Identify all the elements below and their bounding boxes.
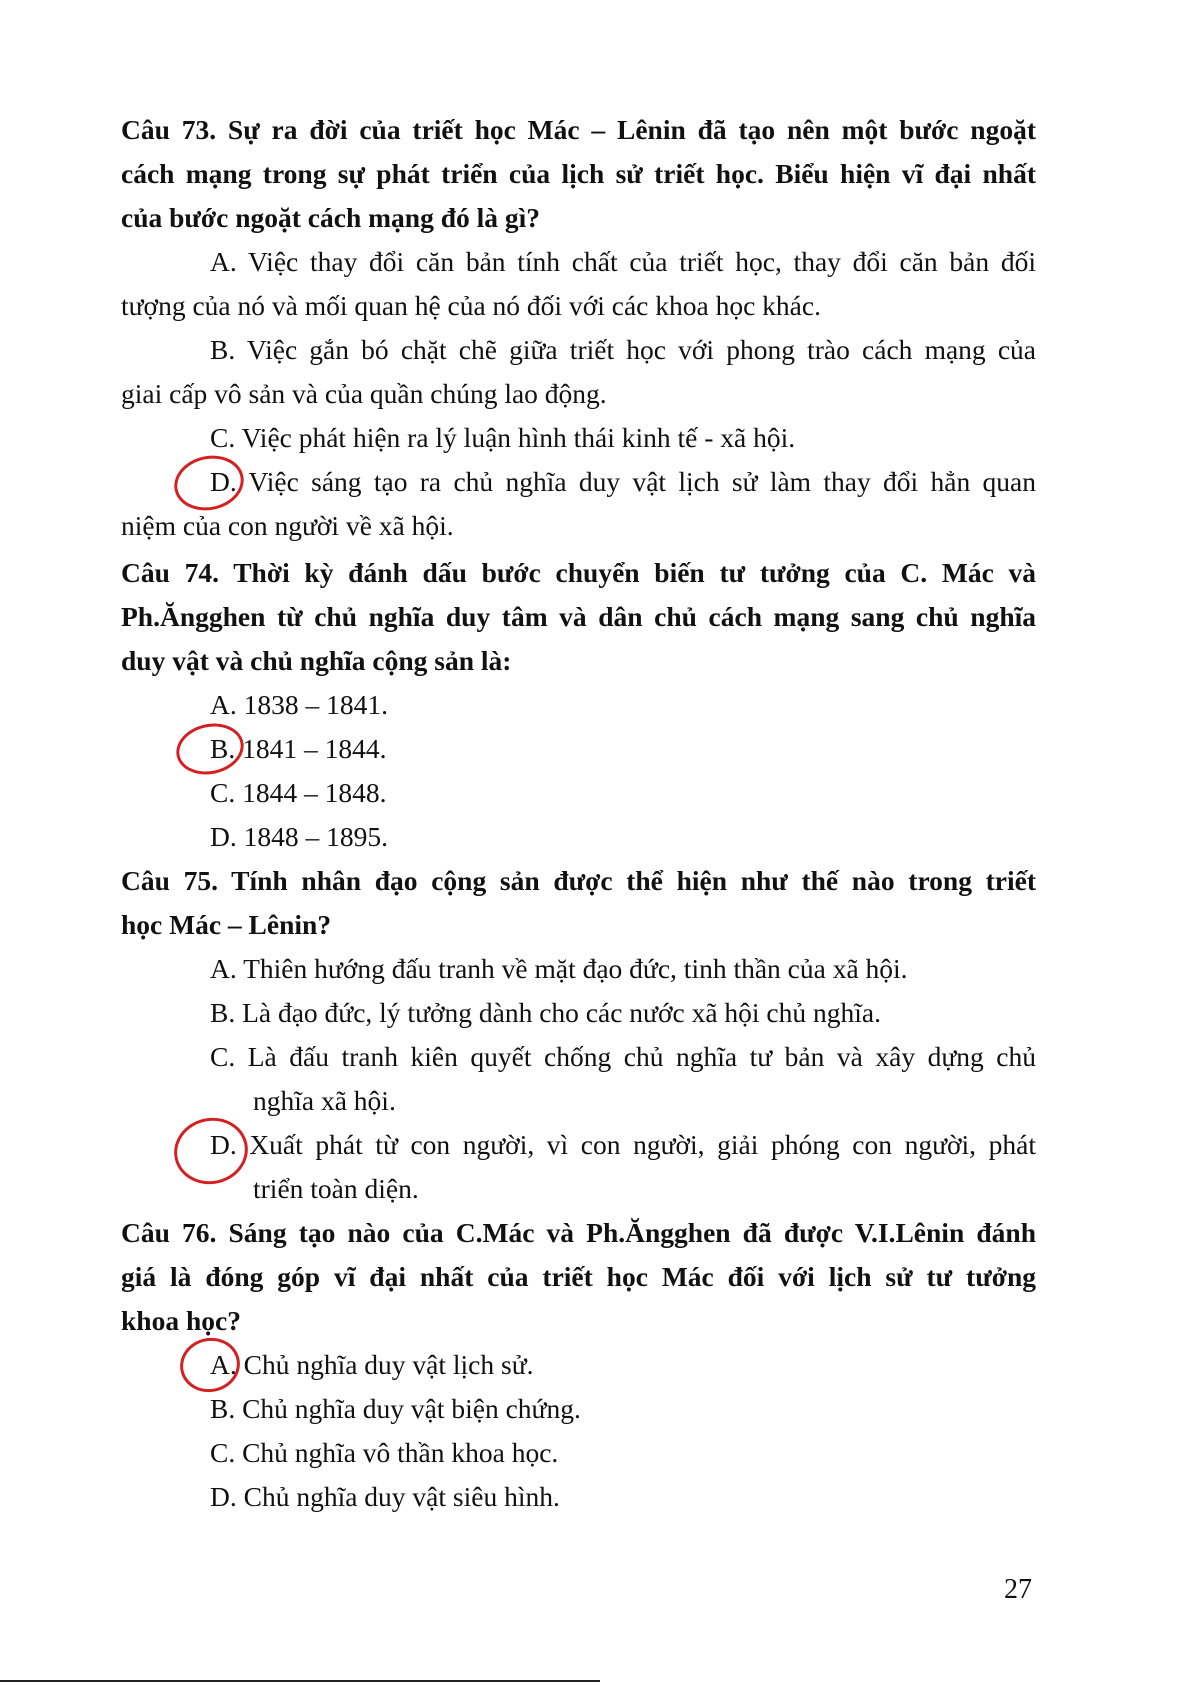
question-title-line: khoa học? (121, 1305, 241, 1336)
answer-option-a: A. Thiên hướng đấu tranh về mặt đạo đức, tinh thần của xã hội. (210, 953, 908, 984)
question-title-line: giá là đóng góp vĩ đại nhất của triết học Mác đối với lịch sử tư tưởng (121, 1261, 1036, 1292)
answer-option-a: A. Việc thay đổi căn bản tính chất của triết học, thay đổi căn bản đối (210, 246, 1036, 277)
answer-option-a: A. 1838 – 1841. (210, 689, 388, 720)
question-title-line: duy vật và chủ nghĩa cộng sản là: (121, 645, 512, 676)
answer-option-d: D. Chủ nghĩa duy vật siêu hình. (210, 1481, 560, 1512)
answer-option-c-cont: nghĩa xã hội. (253, 1085, 396, 1116)
answer-option-b: B. Việc gắn bó chặt chẽ giữa triết học với phong trào cách mạng của (210, 334, 1036, 365)
question-title-line: học Mác – Lênin? (121, 909, 332, 940)
answer-option-b: B. Là đạo đức, lý tưởng dành cho các nước xã hội chủ nghĩa. (210, 997, 881, 1028)
answer-circle-mark (169, 449, 249, 516)
bottom-rule (0, 1680, 600, 1682)
question-title-line: của bước ngoặt cách mạng đó là gì? (121, 202, 541, 233)
answer-option-d: D. 1848 – 1895. (210, 821, 388, 852)
answer-option-b: B. 1841 – 1844. (210, 733, 387, 764)
question-title-line: cách mạng trong sự phát triển của lịch sử triết học. Biểu hiện vĩ đại nhất (121, 158, 1036, 189)
question-title-line: Câu 73. Sự ra đời của triết học Mác – Lênin đã tạo nên một bước ngoặt (121, 114, 1036, 145)
answer-option-b: B. Chủ nghĩa duy vật biện chứng. (210, 1393, 581, 1424)
answer-option-d-cont: triển toàn diện. (253, 1173, 419, 1204)
answer-circle-mark (175, 1332, 245, 1397)
answer-option-d: D. Việc sáng tạo ra chủ nghĩa duy vật lịch sử làm thay đổi hẳn quan (210, 466, 1036, 497)
question-title-line: Câu 75. Tính nhân đạo cộng sản được thể hiện như thế nào trong triết (121, 865, 1036, 896)
answer-circle-mark (172, 717, 249, 780)
answer-option-c: C. Là đấu tranh kiên quyết chống chủ nghĩa tư bản và xây dựng chủ (210, 1041, 1036, 1072)
answer-option-d: D. Xuất phát từ con người, vì con người, giải phóng con người, phát (210, 1129, 1036, 1160)
answer-option-c: C. 1844 – 1848. (210, 777, 387, 808)
answer-option-c: C. Việc phát hiện ra lý luận hình thái kinh tế - xã hội. (210, 422, 796, 453)
answer-circle-mark (168, 1111, 254, 1191)
answer-option-b-cont: giai cấp vô sản và của quần chúng lao động. (121, 378, 607, 409)
question-title-line: Câu 76. Sáng tạo nào của C.Mác và Ph.Ăngghen đã được V.I.Lênin đánh (121, 1217, 1036, 1248)
answer-option-a-cont: tượng của nó và mối quan hệ của nó đối với các khoa học khác. (121, 290, 821, 321)
answer-option-c: C. Chủ nghĩa vô thần khoa học. (210, 1437, 559, 1468)
question-title-line: Ph.Ăngghen từ chủ nghĩa duy tâm và dân chủ cách mạng sang chủ nghĩa (121, 601, 1036, 632)
question-title-line: Câu 74. Thời kỳ đánh dấu bước chuyển biến tư tưởng của C. Mác và (121, 557, 1036, 588)
page-number: 27 (1004, 1574, 1032, 1605)
answer-option-a: A. Chủ nghĩa duy vật lịch sử. (210, 1349, 534, 1380)
answer-option-d-cont: niệm của con người về xã hội. (121, 510, 454, 541)
